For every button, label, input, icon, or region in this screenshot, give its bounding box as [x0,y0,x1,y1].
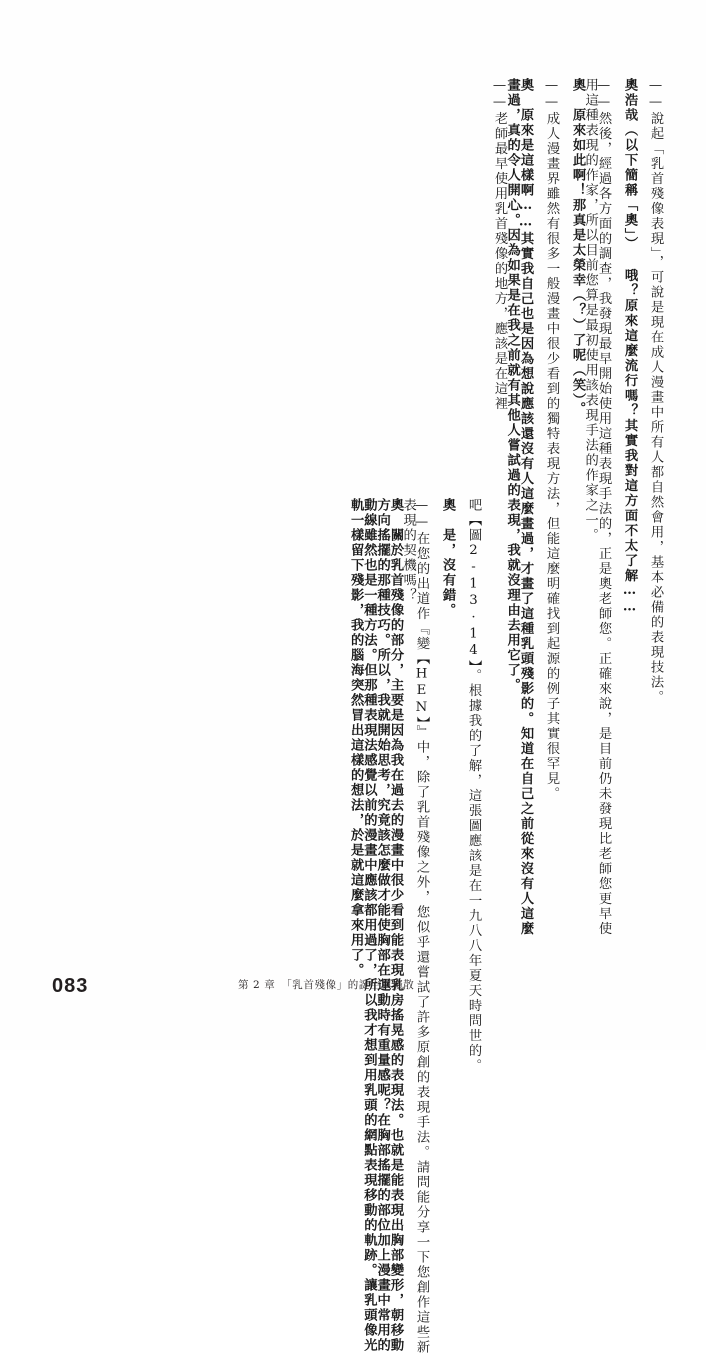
text-column: 吧【圖2-13·14】。根據我的了解，這張圖應該是在一九八八年夏天時問世的。 [466,498,481,1074]
text-column: ——老師最早使用乳首殘像的地方，應該是在這裡 [492,78,507,412]
text-column: 奧 原來如此啊！那真是太榮幸（？）了呢（笑）。 [570,78,585,417]
text-column: 奧 是，沒有錯。 [440,498,455,618]
text-column: ——在您的出道作『變【HEN】』中，除了乳首殘像之外，您似乎還嘗試了許多原創的表現手法。請問能分享一下您創作這些新表現的契機嗎？ [400,498,429,1355]
text-column: 奧 關於乳首殘像的部分，主要是因為我在過去的漫畫中很少看到能表現乳房搖晃感的表現法。也就是能表現出胸部變形，朝移動方向搖擺的那種技巧。所以，我就開始思考，究竟該怎麼做才能使胸部在運動時有重量感呢？在胸部搖擺的部位加上漫畫中常用的動線雖然也是一種方法。但那種表現法感覺以前的漫畫中應該都用過了，所以我才想到用乳頭的網點表現移動的軌跡。讓乳頭像光軌一樣留下殘影，我的腦海突然冒出這樣的想法，於是就這麼拿來用了。 [348,498,403,1353]
text-column: ——然後，經過各方面的調查，我發現最早開始使用這種表現手法的，正是奧老師您。正確來說，是目前仍未發現比老師您更早使用這種表現的作家，所以目前您算是最初使用該表現手法的作家之一。 [582,78,611,937]
running-head: 第 2 章 「乳首殘像」的誕生與擴散 [238,979,415,991]
text-column: 奧浩哉（以下簡稱「奧」） 哦？原來這麼流行嗎？其實我對這方面不太了解…… [622,78,637,617]
text-column: 奧 原來是這樣啊……其實我自己也是因為想說應該還沒有人這麼畫過，才畫了這種乳頭殘影的。知道在自己之前從來沒有人這麼畫過，真的令人開心。因為如果是在我之前就有其他人嘗試過的表現，我就沒理由去用它了。 [504,78,533,937]
text-column: ——說起「乳首殘像表現」，可說是現在成人漫畫中所有人都自然會用，基本必備的表現技法。 [648,78,663,705]
page-number: 083 [52,975,89,997]
page-footer [0,975,706,1022]
text-column: ——成人漫畫界雖然有很多一般漫畫中很少看到的獨特表現方法，但能這麼明確找到起源的例子其實很罕見。 [544,78,559,802]
